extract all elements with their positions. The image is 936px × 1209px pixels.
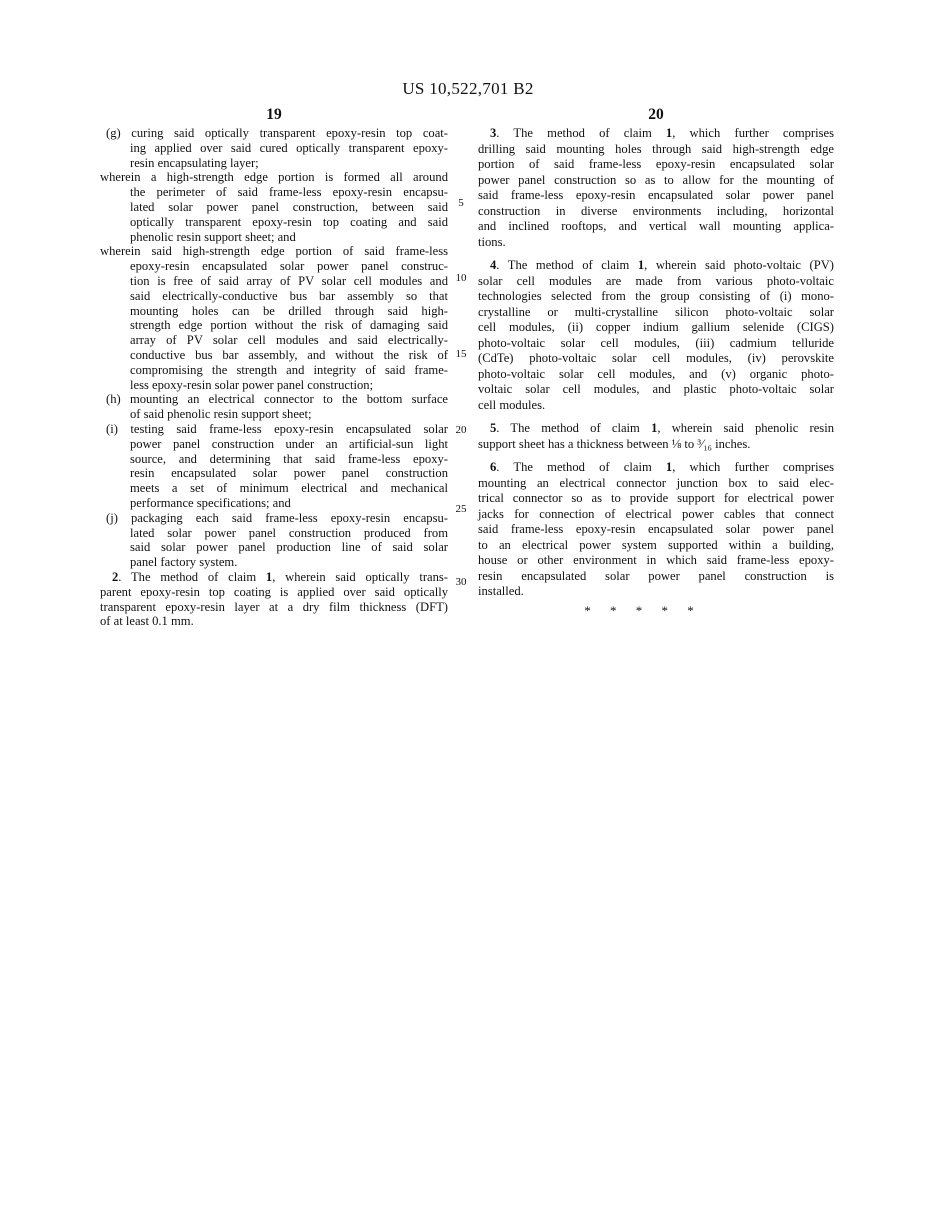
gutter-line-number-15: 15 — [455, 348, 467, 360]
text-line: photo-voltaic solar cell modules, (iii) cadmium telluride — [478, 335, 834, 350]
left-col-paragraph-3 — [100, 244, 448, 392]
text-line: said frame-less epoxy-resin encapsulated solar power panel — [478, 188, 834, 202]
text-line: 4. The method of claim 1, wherein said photo-voltaic (PV) — [490, 258, 834, 272]
text-line: compromising the strength and integrity of said frame- — [130, 362, 448, 377]
text-line: resin encapsulated solar power panel construction is — [478, 568, 834, 583]
text-line: voltaic solar cell modules, and plastic photo-voltaic solar — [478, 382, 834, 396]
end-of-claims-marker: * * * * * — [584, 603, 694, 618]
text-line: house or other environment in which said frame-less epoxy- — [478, 553, 834, 567]
text-line: phenolic resin support sheet; and — [130, 229, 296, 244]
text-line: said frame-less epoxy-resin encapsulated solar power panel — [478, 522, 834, 536]
claims-column-right — [478, 126, 834, 600]
text-line: optically transparent epoxy-resin top coating and said — [130, 214, 448, 229]
text-line: the perimeter of said frame-less epoxy-resin encapsu- — [130, 185, 448, 200]
text-line: and inclined rooftops, and vertical wall mounting applica- — [478, 219, 834, 233]
text-line: power panel construction so as to allow for the mounting of — [478, 172, 834, 187]
text-line: epoxy-resin encapsulated solar power panel construc- — [130, 259, 448, 274]
text-line: panel factory system. — [130, 555, 238, 570]
text-line: said electrically-conductive bus bar assembly so that — [130, 288, 448, 303]
column-number-19: 19 — [266, 106, 282, 123]
column-number-20: 20 — [648, 106, 664, 123]
left-col-paragraph-5 — [100, 422, 448, 511]
gutter-line-number-30: 30 — [455, 576, 467, 588]
text-line: meets a set of minimum electrical and mechanical — [130, 481, 448, 496]
line-number-gutter — [448, 0, 474, 700]
text-line: performance specifications; and — [130, 495, 291, 510]
gutter-line-number-5: 5 — [458, 197, 464, 209]
text-line: source, and determining that said frame-less epoxy- — [130, 451, 448, 466]
text-line: construction in diverse environments including, horizontal — [478, 203, 834, 218]
right-col-paragraph-2 — [478, 258, 834, 413]
text-line: strength edge portion without the risk of damaging said — [130, 318, 448, 333]
gutter-line-number-25: 25 — [455, 503, 467, 515]
text-line: crystalline or multi-crystalline silicon photo-voltaic solar — [478, 304, 834, 319]
left-col-paragraph-7 — [100, 570, 448, 629]
right-col-paragraph-4 — [478, 460, 834, 600]
text-line: transparent epoxy-resin layer at a dry film thickness (DFT) — [100, 599, 448, 614]
text-line: 2. The method of claim 1, wherein said optically trans- — [112, 569, 448, 584]
text-line: 6. The method of claim 1, which further comprises — [490, 460, 834, 474]
left-col-paragraph-1 — [100, 126, 448, 170]
text-line: lated solar power panel construction, between said — [130, 199, 448, 214]
left-col-paragraph-6 — [100, 511, 448, 570]
text-line: (g) curing said optically transparent epoxy-resin top coat- — [106, 126, 448, 140]
text-line: cell modules. — [478, 397, 546, 412]
gutter-line-number-10: 10 — [455, 272, 467, 284]
text-line: cell modules, (ii) copper indium gallium selenide (CIGS) — [478, 320, 834, 334]
patent-number-header: US 10,522,701 B2 — [402, 79, 534, 98]
right-col-paragraph-3 — [478, 421, 834, 452]
text-line: array of PV solar cell modules and said electrically- — [130, 333, 448, 348]
text-line: (h) mounting an electrical connector to the bottom surface — [106, 392, 448, 407]
gutter-line-number-20: 20 — [455, 424, 467, 436]
text-line: of at least 0.1 mm. — [100, 614, 194, 629]
text-line: resin encapsulated solar power panel construction — [130, 466, 448, 481]
text-line: portion of said frame-less epoxy-resin encapsulated solar — [478, 157, 834, 171]
text-line: technologies selected from the group consisting of (i) mono- — [478, 289, 834, 303]
text-line: (CdTe) photo-voltaic solar cell modules, (iv) perovskite — [478, 351, 834, 365]
right-col-paragraph-1 — [478, 126, 834, 250]
text-line: support sheet has a thickness between ⅛ to ³⁄₁₆ inches. — [478, 436, 751, 451]
text-line: (i) testing said frame-less epoxy-resin encapsulated solar — [106, 421, 448, 436]
text-line: lated solar power panel construction produced from — [130, 525, 448, 540]
left-col-paragraph-4 — [100, 392, 448, 422]
text-line: power panel construction under an artificial-sun light — [130, 436, 448, 451]
text-line: solar cell modules are made from various photo-voltaic — [478, 273, 834, 288]
text-line: trical connector so as to provide support for electrical power — [478, 491, 834, 505]
text-line: (j) packaging each said frame-less epoxy-resin encapsu- — [106, 510, 448, 525]
text-line: jacks for connection of electrical power cables that connect — [478, 506, 834, 521]
text-line: conductive bus bar assembly, and without the risk of — [130, 347, 448, 362]
text-line: to an electrical power system supported within a building, — [478, 537, 834, 552]
text-line: ing applied over said cured optically transparent epoxy- — [130, 140, 448, 155]
text-line: tions. — [478, 234, 506, 249]
text-line: mounting an electrical connector junction box to said elec- — [478, 475, 834, 490]
text-line: mounting holes can be drilled through said high- — [130, 303, 448, 318]
text-line: installed. — [478, 584, 524, 598]
text-line: parent epoxy-resin top coating is applied over said optically — [100, 584, 448, 599]
text-line: wherein a high-strength edge portion is formed all around — [100, 170, 448, 185]
text-line: 5. The method of claim 1, wherein said phenolic resin — [490, 421, 835, 435]
text-line: of said phenolic resin support sheet; — [130, 407, 312, 422]
text-line: resin encapsulating layer; — [130, 155, 259, 170]
text-line: less epoxy-resin solar power panel construction; — [130, 377, 374, 392]
left-col-paragraph-2 — [100, 170, 448, 244]
text-line: said solar power panel production line of said solar — [130, 540, 448, 555]
text-line: drilling said mounting holes through said high-strength edge — [478, 141, 834, 156]
text-line: tion is free of said array of PV solar cell modules and — [130, 273, 448, 288]
text-line: wherein said high-strength edge portion of said frame-less — [100, 244, 448, 259]
text-line: photo-voltaic solar cell modules, and (v) organic photo- — [478, 366, 834, 381]
claims-column-left — [100, 126, 448, 629]
text-line: 3. The method of claim 1, which further comprises — [490, 126, 834, 140]
